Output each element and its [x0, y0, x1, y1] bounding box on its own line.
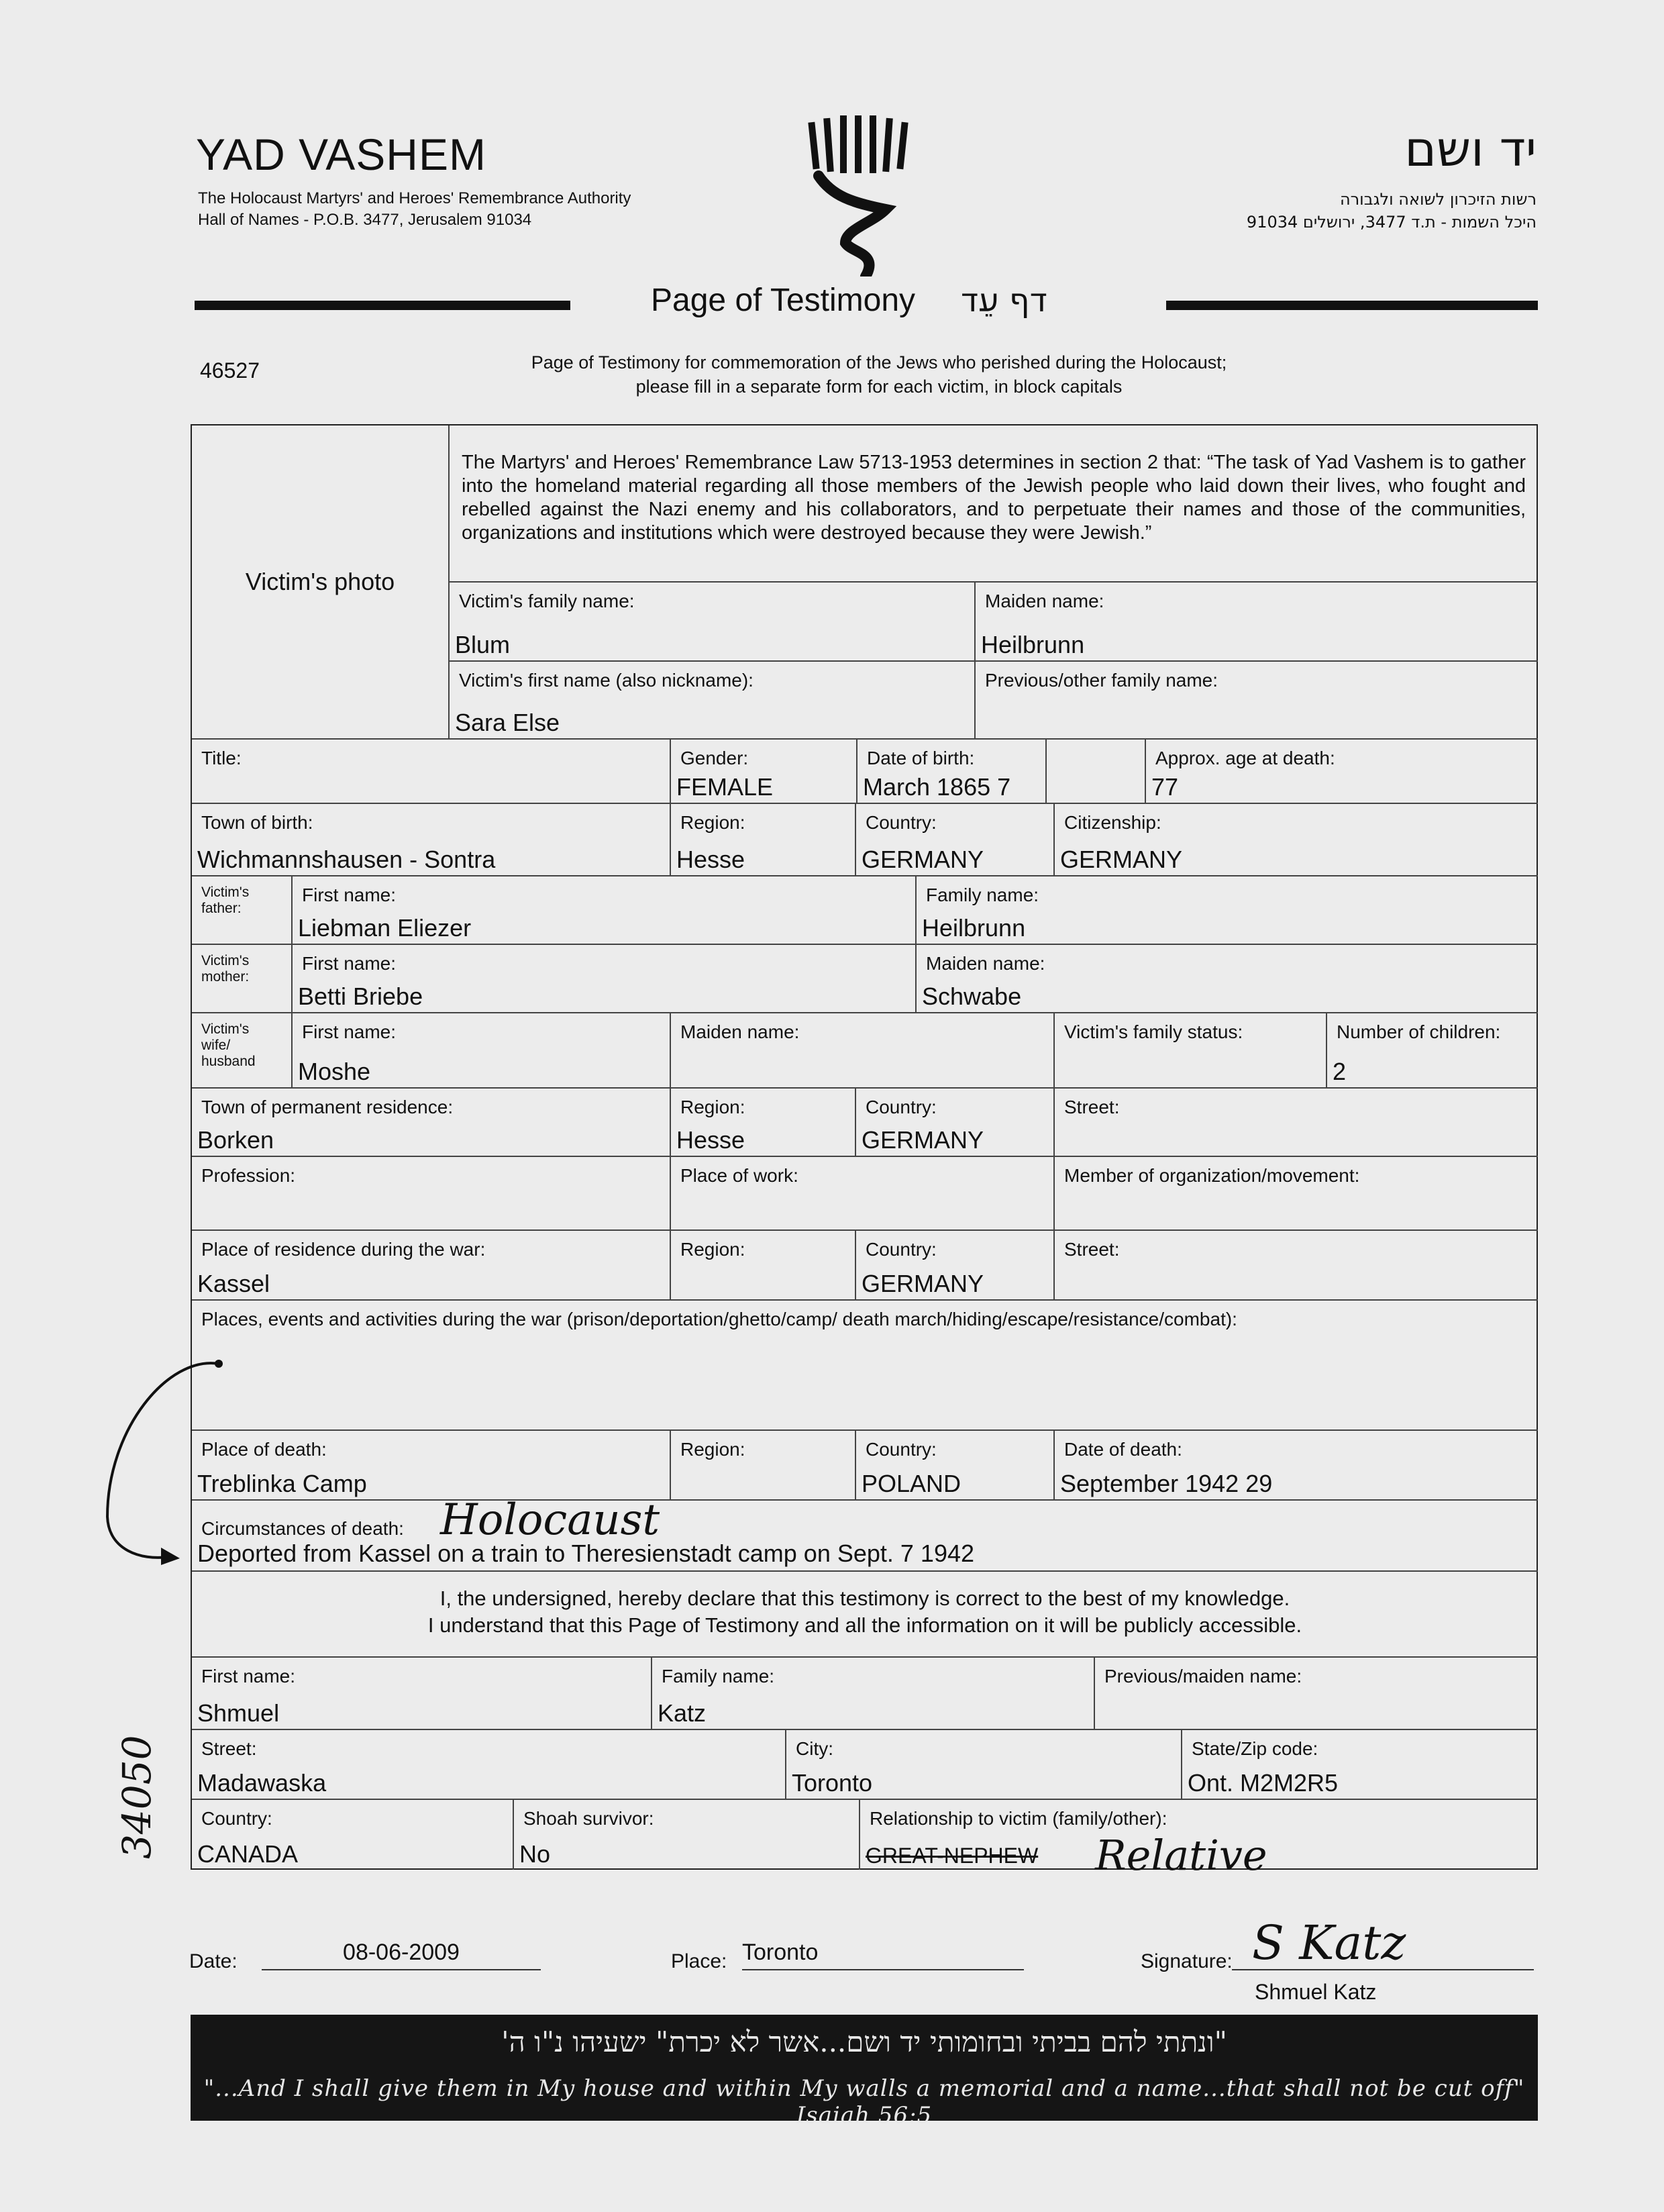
submitter-first-name-label: First name:	[201, 1666, 296, 1687]
birth-region-value: Hesse	[676, 846, 745, 873]
place-of-death-value: Treblinka Camp	[197, 1470, 367, 1497]
shoah-survivor-field[interactable]	[514, 1800, 860, 1870]
war-residence-label: Place of residence during the war:	[201, 1239, 486, 1260]
spouse-first-name-label: First name:	[302, 1021, 397, 1042]
org-subtitle-line2: Hall of Names - P.O.B. 3477, Jerusalem 91034	[198, 211, 532, 229]
date-value: 08-06-2009	[343, 1940, 460, 1965]
war-street-label: Street:	[1064, 1239, 1120, 1260]
victim-previous-family-name-label: Previous/other family name:	[985, 670, 1218, 691]
death-region-label: Region:	[680, 1439, 745, 1460]
form-intro	[403, 350, 1355, 399]
father-first-name-value: Liebman Eliezer	[298, 914, 472, 942]
submitter-state-label: State/Zip code:	[1192, 1738, 1318, 1759]
victim-maiden-name-label: Maiden name:	[985, 591, 1104, 611]
signature-field[interactable]	[1232, 1915, 1534, 1970]
submitter-state-value: Ont. M2M2R5	[1188, 1769, 1339, 1797]
number-of-children-value: 2	[1333, 1058, 1347, 1085]
war-country-field[interactable]	[856, 1231, 1055, 1301]
date-of-death-field[interactable]	[1055, 1431, 1538, 1501]
declaration-line2: I understand that this Page of Testimony and all the information on it will be publicly accessible.	[427, 1613, 1302, 1637]
victim-title-label: Title:	[201, 748, 242, 768]
place-of-work-label: Place of work:	[680, 1165, 798, 1186]
place-of-death-field[interactable]	[192, 1431, 671, 1501]
handwritten-arrow-icon	[94, 1349, 228, 1577]
war-region-label: Region:	[680, 1239, 745, 1260]
footer-quote-english: "...And I shall give them in My house and within My walls a memorial and a name...that shall not be cut off" Isaiah 56:5	[203, 2075, 1525, 2129]
intro-line2: please fill in a separate form for each victim, in block capitals	[635, 376, 1123, 397]
place-label: Place:	[671, 1950, 727, 1972]
testimony-form	[191, 424, 1538, 1880]
org-subtitle-hebrew-line2: היכל השמות - ת.ד 3477, ירושלים 91034	[1246, 213, 1537, 232]
organization-membership-label: Member of organization/movement:	[1064, 1165, 1360, 1186]
father-family-name-value: Heilbrunn	[922, 914, 1026, 942]
residence-country-label: Country:	[866, 1097, 937, 1117]
death-country-value: POLAND	[862, 1470, 961, 1497]
mother-first-name-label: First name:	[302, 953, 397, 974]
signature-label: Signature:	[1141, 1950, 1233, 1972]
death-country-field[interactable]	[856, 1431, 1055, 1501]
victim-title-field[interactable]	[192, 740, 671, 804]
birth-region-label: Region:	[680, 812, 745, 833]
mother-row-label: Victim's mother:	[201, 953, 250, 985]
spouse-maiden-name-field[interactable]	[671, 1013, 1055, 1089]
father-family-name-field[interactable]	[917, 876, 1538, 945]
mother-first-name-field[interactable]	[293, 945, 917, 1013]
birth-country-value: GERMANY	[862, 846, 984, 873]
submitter-family-name-label: Family name:	[662, 1666, 775, 1687]
submitter-first-name-value: Shmuel	[197, 1699, 280, 1727]
father-family-name-label: Family name:	[926, 885, 1039, 905]
spouse-row-label-cell	[192, 1013, 293, 1089]
death-region-field[interactable]	[671, 1431, 856, 1501]
declaration-line1: I, the undersigned, hereby declare that this testimony is correct to the best of my knowledge.	[439, 1587, 1290, 1610]
relationship-handwritten: Relative	[1095, 1831, 1267, 1880]
war-street-field[interactable]	[1055, 1231, 1538, 1301]
submitter-state-field[interactable]	[1182, 1730, 1538, 1800]
residence-region-label: Region:	[680, 1097, 745, 1117]
law-text-box	[450, 425, 1538, 583]
submitter-city-value: Toronto	[792, 1769, 873, 1797]
victim-family-name-value: Blum	[455, 631, 511, 658]
date-field[interactable]	[262, 1940, 541, 1970]
footer-quote-hebrew: "ונתתי להם בביתי ובחומותי יד ושם...אשר לא יכרת" ישעיהו נ"ו ה'	[501, 2025, 1227, 2058]
org-subtitle-line1: The Holocaust Martyrs' and Heroes' Remembrance Authority	[198, 189, 631, 207]
law-text: The Martyrs' and Heroes' Remembrance Law 5713-1953 determines in section 2 that: “The task of Yad Vashem is to gather into the homeland material regarding all those members of the Jewish people who laid down their lives, who fought and rebelled against the Nazi enemy and his collaborators, and to perpetuate their names and those of the communities, organizations and institutions which were destroyed because they were Jewish.”	[462, 452, 1526, 544]
submitter-city-label: City:	[796, 1738, 833, 1759]
submitter-country-value: CANADA	[197, 1840, 299, 1868]
victim-maiden-name-field[interactable]	[976, 583, 1538, 662]
form-number: 46527	[200, 358, 260, 383]
birth-country-field[interactable]	[856, 804, 1055, 876]
citizenship-label: Citizenship:	[1064, 812, 1161, 833]
submitter-previous-name-label: Previous/maiden name:	[1104, 1666, 1302, 1687]
yad-vashem-logo-icon	[805, 115, 913, 276]
org-subtitle-hebrew	[1247, 188, 1537, 234]
victim-age-field[interactable]	[1146, 740, 1538, 804]
place-of-work-field[interactable]	[671, 1157, 1055, 1231]
submitter-street-value: Madawaska	[197, 1769, 327, 1797]
victim-age-label: Approx. age at death:	[1155, 748, 1335, 768]
mother-maiden-name-field[interactable]	[917, 945, 1538, 1013]
spouse-maiden-name-label: Maiden name:	[680, 1021, 800, 1042]
mother-maiden-name-value: Schwabe	[922, 983, 1022, 1010]
victim-first-name-field[interactable]	[450, 662, 976, 740]
place-of-death-label: Place of death:	[201, 1439, 327, 1460]
residence-region-value: Hesse	[676, 1126, 745, 1154]
date-of-death-label: Date of death:	[1064, 1439, 1182, 1460]
victim-maiden-name-value: Heilbrunn	[981, 631, 1085, 658]
form-title: Page of Testimony	[651, 283, 916, 318]
submitter-family-name-value: Katz	[658, 1699, 707, 1727]
place-field[interactable]	[742, 1940, 1024, 1970]
war-events-label: Places, events and activities during the war (prison/deportation/ghetto/camp/ death march/hiding/escape/resistance/combat):	[201, 1309, 1237, 1329]
signer-name: Shmuel Katz	[1255, 1980, 1377, 2004]
relationship-field[interactable]	[860, 1800, 1538, 1880]
town-of-birth-field[interactable]	[192, 804, 671, 876]
victim-first-name-value: Sara Else	[455, 709, 560, 736]
submitter-country-field[interactable]	[192, 1800, 514, 1870]
profession-label: Profession:	[201, 1165, 296, 1186]
submitter-country-label: Country:	[201, 1808, 272, 1829]
organization-membership-field[interactable]	[1055, 1157, 1538, 1231]
submitter-street-label: Street:	[201, 1738, 257, 1759]
form-title-hebrew: דף עֵד	[961, 282, 1047, 319]
victim-dob-label: Date of birth:	[867, 748, 975, 768]
residence-street-label: Street:	[1064, 1097, 1120, 1117]
submitter-city-field[interactable]	[786, 1730, 1182, 1800]
victim-age-value: 77	[1151, 773, 1179, 801]
birth-region-field[interactable]	[671, 804, 856, 876]
date-of-death-value: September 1942 29	[1060, 1470, 1273, 1497]
death-country-label: Country:	[866, 1439, 937, 1460]
victim-dob-field[interactable]	[856, 740, 1146, 804]
number-of-children-label: Number of children:	[1337, 1021, 1501, 1042]
mother-maiden-name-label: Maiden name:	[926, 953, 1045, 974]
circumstances-of-death-field[interactable]	[192, 1495, 1538, 1572]
relationship-struck-value: GREAT-NEPHEW	[866, 1844, 1039, 1868]
circumstances-label: Circumstances of death:	[201, 1518, 404, 1539]
family-status-label: Victim's family status:	[1064, 1021, 1243, 1042]
permanent-residence-label: Town of permanent residence:	[201, 1097, 454, 1117]
intro-line1: Page of Testimony for commemoration of the Jews who perished during the Holocaust;	[531, 352, 1227, 372]
victim-previous-family-name-field[interactable]	[976, 662, 1538, 740]
war-residence-field[interactable]	[192, 1231, 671, 1301]
mother-row-label-cell	[192, 945, 293, 1013]
citizenship-field[interactable]	[1055, 804, 1538, 876]
header-rule-left	[195, 301, 570, 310]
submitter-street-field[interactable]	[192, 1730, 786, 1800]
submitter-previous-name-field[interactable]	[1095, 1658, 1538, 1730]
war-region-field[interactable]	[671, 1231, 856, 1301]
org-name-hebrew: יד ושם	[1404, 121, 1537, 177]
victim-photo-box[interactable]	[192, 425, 450, 740]
place-value: Toronto	[742, 1940, 819, 1965]
declaration-box	[192, 1572, 1538, 1658]
town-of-birth-value: Wichmannshausen - Sontra	[197, 846, 496, 873]
victim-first-name-label: Victim's first name (also nickname):	[459, 670, 753, 691]
citizenship-value: GERMANY	[1060, 846, 1183, 873]
shoah-survivor-value: No	[519, 1840, 551, 1868]
war-residence-value: Kassel	[197, 1270, 270, 1297]
submitter-family-name-field[interactable]	[652, 1658, 1095, 1730]
permanent-residence-value: Borken	[197, 1126, 274, 1154]
org-subtitle-hebrew-line1: רשות הזיכרון לשואה ולגבורה	[1339, 190, 1537, 209]
residence-region-field[interactable]	[671, 1089, 856, 1157]
victim-family-name-label: Victim's family name:	[459, 591, 635, 611]
org-name: YAD VASHEM	[196, 130, 486, 179]
father-first-name-label: First name:	[302, 885, 397, 905]
residence-country-field[interactable]	[856, 1089, 1055, 1157]
town-of-birth-label: Town of birth:	[201, 812, 313, 833]
signature-value: S Katz	[1252, 1915, 1406, 1970]
shoah-survivor-label: Shoah survivor:	[523, 1808, 654, 1829]
submitter-first-name-field[interactable]	[192, 1658, 652, 1730]
profession-field[interactable]	[192, 1157, 671, 1231]
mother-first-name-value: Betti Briebe	[298, 983, 423, 1010]
spouse-row-label: Victim's wife/ husband	[201, 1021, 256, 1069]
war-events-field[interactable]	[192, 1301, 1538, 1431]
victim-dob-value: March 1865 7	[863, 773, 1011, 801]
permanent-residence-field[interactable]	[192, 1089, 671, 1157]
residence-street-field[interactable]	[1055, 1089, 1538, 1157]
header-rule-right	[1166, 301, 1538, 310]
margin-number: 34050	[114, 1735, 160, 1859]
victim-family-name-field[interactable]	[450, 583, 976, 662]
circumstances-handwritten: Holocaust	[440, 1495, 660, 1545]
declaration-text	[192, 1585, 1538, 1639]
victim-gender-label: Gender:	[680, 748, 749, 768]
spouse-first-name-field[interactable]	[293, 1013, 671, 1089]
war-country-label: Country:	[866, 1239, 937, 1260]
circumstances-value: Deported from Kassel on a train to Theresienstadt camp on Sept. 7 1942	[197, 1540, 975, 1567]
father-row-label-cell	[192, 876, 293, 945]
victim-photo-label: Victim's photo	[245, 568, 395, 595]
birth-country-label: Country:	[866, 812, 937, 833]
org-subtitle	[198, 188, 631, 231]
war-country-value: GERMANY	[862, 1270, 984, 1297]
footer-quote-band	[191, 2015, 1538, 2129]
father-row-label: Victim's father:	[201, 885, 250, 916]
victim-gender-value: FEMALE	[676, 773, 774, 801]
date-label: Date:	[189, 1950, 238, 1972]
spouse-first-name-value: Moshe	[298, 1058, 371, 1085]
number-of-children-field[interactable]	[1327, 1013, 1538, 1089]
father-first-name-field[interactable]	[293, 876, 917, 945]
family-status-field[interactable]	[1055, 1013, 1327, 1089]
relationship-label: Relationship to victim (family/other):	[870, 1808, 1167, 1829]
residence-country-value: GERMANY	[862, 1126, 984, 1154]
